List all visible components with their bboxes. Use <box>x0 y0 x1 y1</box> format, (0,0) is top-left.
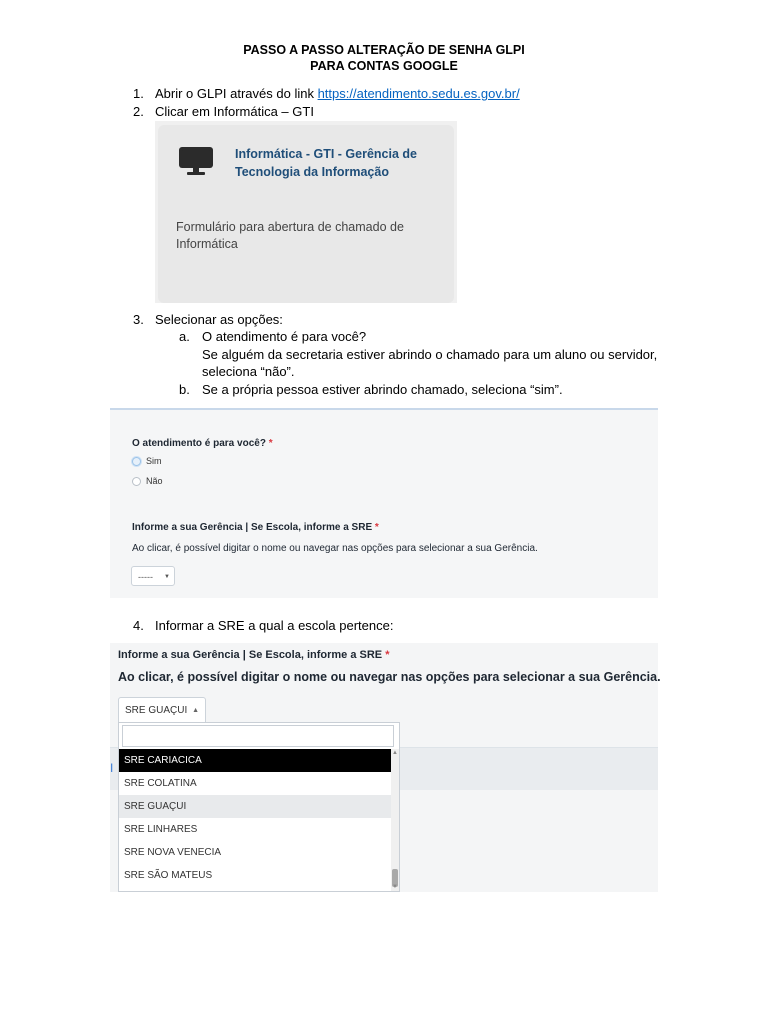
step-3a-line-2: Se alguém da secretaria estiver abrindo o chamado para um aluno ou servidor, <box>202 347 658 362</box>
option-sre-cariacica[interactable]: SRE CARIACICA <box>119 749 391 772</box>
step-3a-line-3: seleciona “não”. <box>202 364 295 379</box>
document-title <box>0 42 768 74</box>
option-sre-sao-mateus[interactable]: SRE SÃO MATEUS <box>124 870 213 881</box>
step-3b-number: b. <box>179 382 190 397</box>
step-4-number: 4. <box>133 618 144 633</box>
option-sre-nova-venecia[interactable]: SRE NOVA VENECIA <box>124 847 222 858</box>
option-sre-linhares[interactable]: SRE LINHARES <box>124 824 198 835</box>
glpi-link[interactable]: https://atendimento.sedu.es.gov.br/ <box>317 86 520 101</box>
caret-down-icon: ▼ <box>164 574 170 580</box>
sre-select[interactable] <box>118 697 206 723</box>
step-4-text: Informar a SRE a qual a escola pertence: <box>155 618 394 633</box>
step-3a-number: a. <box>179 329 190 344</box>
radio-nao-circle[interactable] <box>132 477 141 486</box>
step-1-content <box>155 86 520 102</box>
title-line-1: PASSO A PASSO ALTERAÇÃO DE SENHA GLPI <box>243 43 525 57</box>
gerencia-label <box>132 522 379 533</box>
step-2-number: 2. <box>133 104 144 119</box>
scroll-up-icon[interactable]: ▲ <box>392 750 398 756</box>
option-sre-guacui[interactable]: SRE GUAÇUI <box>119 795 391 818</box>
option-sre-colatina[interactable]: SRE COLATINA <box>124 778 197 789</box>
sre-help: Ao clicar, é possível digitar o nome ou navegar nas opções para selecionar a sua Gerência. <box>118 670 661 684</box>
sre-dropdown-screenshot <box>110 643 661 892</box>
gti-card-title: Informática - GTI - Gerência de Tecnologia da Informação <box>235 147 417 179</box>
radio-sim[interactable] <box>132 456 162 466</box>
question-label <box>132 438 273 449</box>
scroll-down-icon[interactable]: ▼ <box>392 884 398 890</box>
gerencia-select[interactable] <box>131 566 175 586</box>
gerencia-label-text: Informe a sua Gerência | Se Escola, informe a SRE <box>132 522 373 533</box>
step-1-text: Abrir o GLPI através do link <box>155 86 318 101</box>
step-3-number: 3. <box>133 312 144 327</box>
required-mark: * <box>385 649 390 661</box>
question-label-text: O atendimento é para você? <box>132 438 266 449</box>
monitor-icon <box>178 145 214 177</box>
dropdown-search-input[interactable] <box>122 725 394 747</box>
step-3b-text: Se a própria pessoa estiver abrindo chamado, seleciona “sim”. <box>202 382 563 397</box>
title-line-2: PARA CONTAS GOOGLE <box>310 59 458 73</box>
gti-card-description: Formulário para abertura de chamado de Informática <box>176 220 404 251</box>
sre-label <box>118 649 389 661</box>
gerencia-select-value: ----- <box>138 572 153 582</box>
radio-nao-label: Não <box>146 476 163 486</box>
form-screenshot <box>110 408 658 598</box>
caret-up-icon: ▲ <box>192 707 199 714</box>
radio-sim-circle[interactable] <box>132 457 141 466</box>
step-3a-line-1: O atendimento é para você? <box>202 329 367 344</box>
required-mark: * <box>374 522 379 533</box>
gerencia-help: Ao clicar, é possível digitar o nome ou navegar nas opções para selecionar a sua Gerência. <box>132 543 538 554</box>
sre-label-text: Informe a sua Gerência | Se Escola, informe a SRE <box>118 649 383 661</box>
step-3-text: Selecionar as opções: <box>155 312 283 327</box>
radio-sim-label: Sim <box>146 456 162 466</box>
step-1-number: 1. <box>133 86 144 101</box>
required-mark: * <box>268 438 273 449</box>
sre-select-value: SRE GUAÇUI <box>125 705 188 716</box>
gti-card[interactable] <box>158 125 454 303</box>
radio-nao[interactable] <box>132 476 163 486</box>
gti-card-screenshot <box>155 121 457 303</box>
step-2-text: Clicar em Informática – GTI <box>155 104 314 119</box>
band-letter: I <box>110 761 114 775</box>
sre-dropdown-list <box>118 722 400 892</box>
